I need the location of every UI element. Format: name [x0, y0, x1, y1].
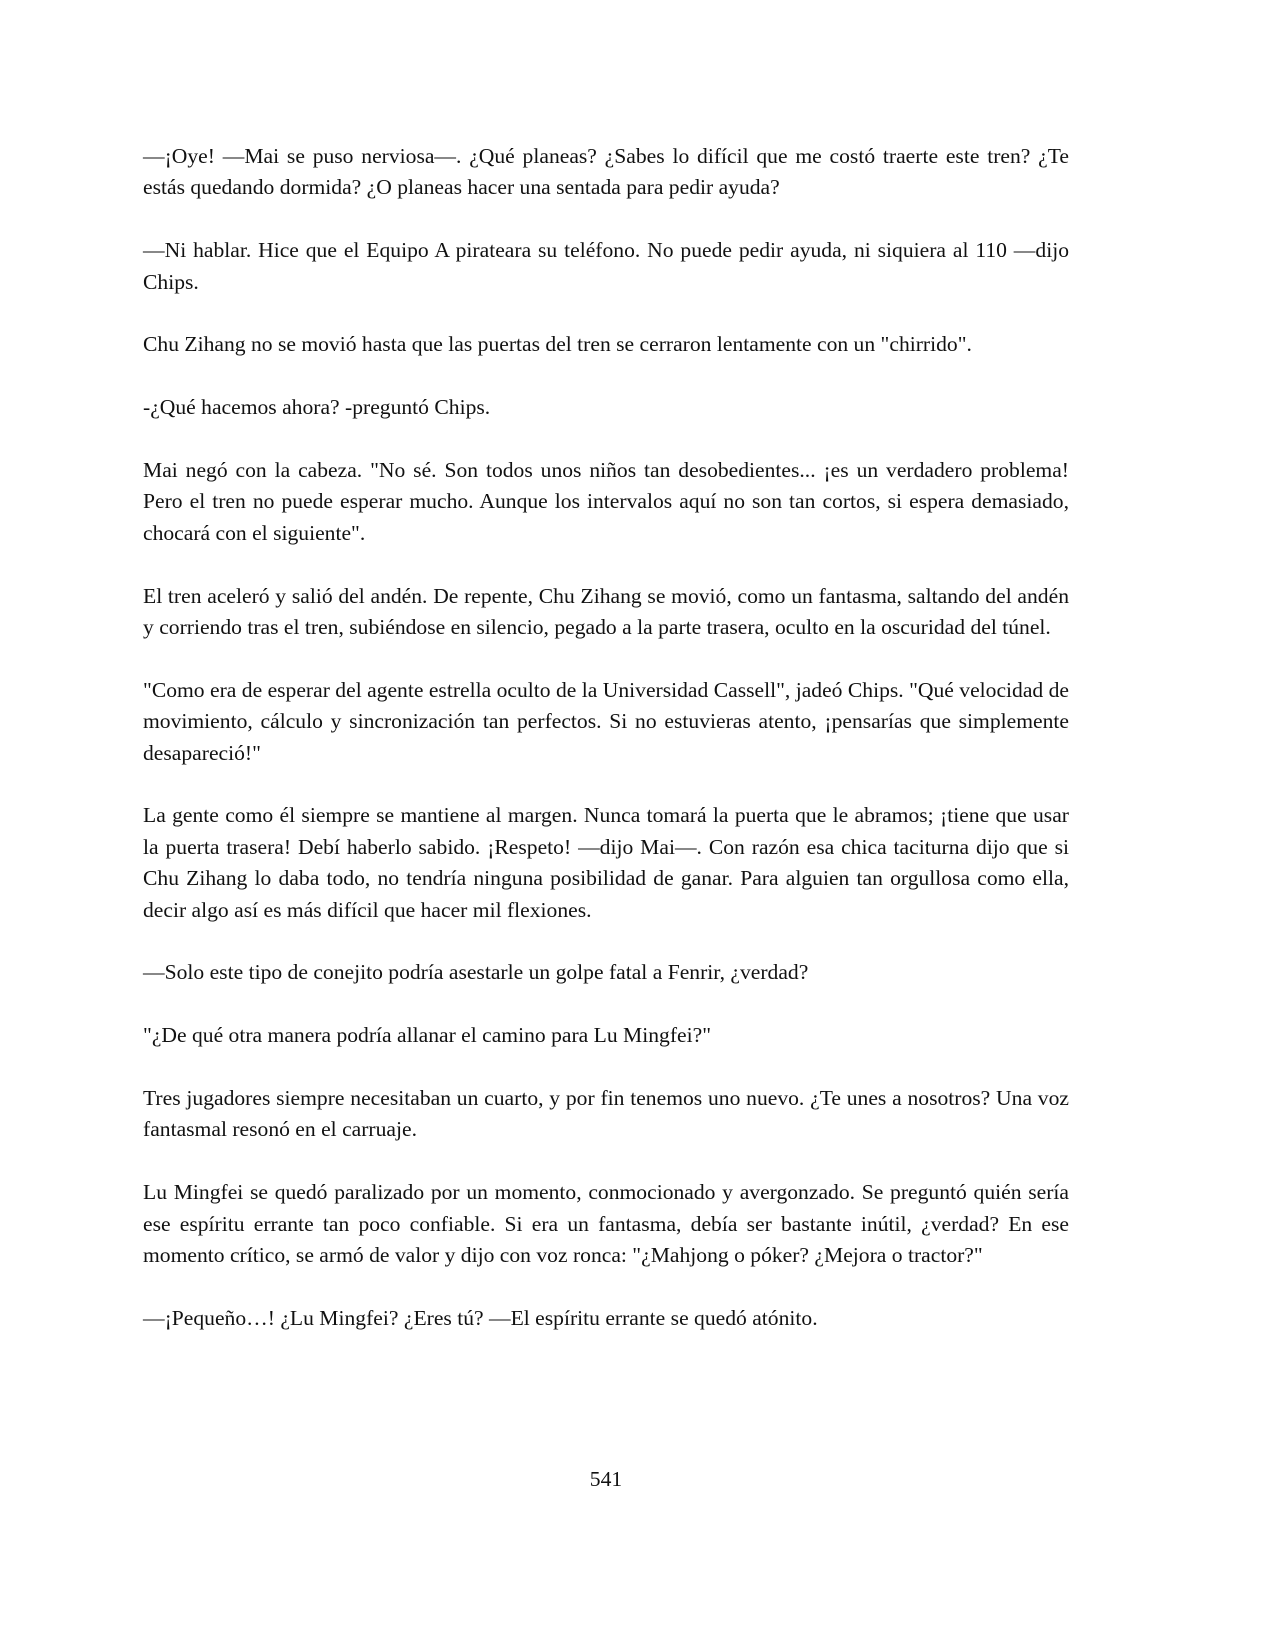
paragraph: -¿Qué hacemos ahora? -preguntó Chips.: [143, 395, 491, 420]
paragraph: —Ni hablar. Hice que el Equipo A pirateara su teléfono. No puede pedir ayuda, ni siquiera al 110 —dijo Chips.: [143, 238, 1069, 294]
paragraph: Chu Zihang no se movió hasta que las puertas del tren se cerraron lentamente con un "chirrido".: [143, 332, 972, 357]
paragraph: "¿De qué otra manera podría allanar el camino para Lu Mingfei?": [143, 1023, 712, 1048]
paragraph: La gente como él siempre se mantiene al margen. Nunca tomará la puerta que le abramos; ¡tiene que usar la puerta trasera! Debí haberlo sabido. ¡Respeto! —dijo Mai—. Con razón esa chica taciturna dijo que si Chu Zihang lo daba todo, no tendría ninguna posibilidad de ganar. Para alguien tan orgullosa como ella, decir algo así es más difícil que hacer mil flexiones.: [143, 803, 1069, 922]
paragraph: Mai negó con la cabeza. "No sé. Son todos unos niños tan desobedientes... ¡es un verdadero problema! Pero el tren no puede esperar mucho. Aunque los intervalos aquí no son tan cortos, si espera demasiado, chocará con el siguiente".: [143, 458, 1069, 545]
paragraph: Lu Mingfei se quedó paralizado por un momento, conmocionado y avergonzado. Se preguntó quién sería ese espíritu errante tan poco confiable. Si era un fantasma, debía ser bastante inútil, ¿verdad? En ese momento crítico, se armó de valor y dijo con voz ronca: "¿Mahjong o póker? ¿Mejora o tractor?": [143, 1180, 1069, 1268]
paragraph: Tres jugadores siempre necesitaban un cuarto, y por fin tenemos uno nuevo. ¿Te unes a nosotros? Una voz fantasmal resonó en el carruaje.: [143, 1086, 1069, 1142]
paragraph: —¡Pequeño…! ¿Lu Mingfei? ¿Eres tú? —El espíritu errante se quedó atónito.: [143, 1305, 818, 1330]
paragraph: El tren aceleró y salió del andén. De repente, Chu Zihang se movió, como un fantasma, saltando del andén y corriendo tras el tren, subiéndose en silencio, pegado a la parte trasera, oculto en la oscuridad del túnel.: [143, 583, 1069, 640]
page-body: [143, 141, 1069, 1366]
paragraph: —¡Oye! —Mai se puso nerviosa—. ¿Qué planeas? ¿Sabes lo difícil que me costó traerte este tren? ¿Te estás quedando dormida? ¿O planeas hacer una sentada para pedir ayuda?: [143, 144, 1069, 200]
page-number: 541: [589, 1467, 623, 1491]
paragraph: "Como era de esperar del agente estrella oculto de la Universidad Cassell", jadeó Chips. "Qué velocidad de movimiento, cálculo y sincronización tan perfectos. Si no estuvieras atento, ¡pensarías que simplemente desapareció!": [143, 677, 1069, 765]
paragraph: —Solo este tipo de conejito podría asestarle un golpe fatal a Fenrir, ¿verdad?: [143, 960, 809, 985]
